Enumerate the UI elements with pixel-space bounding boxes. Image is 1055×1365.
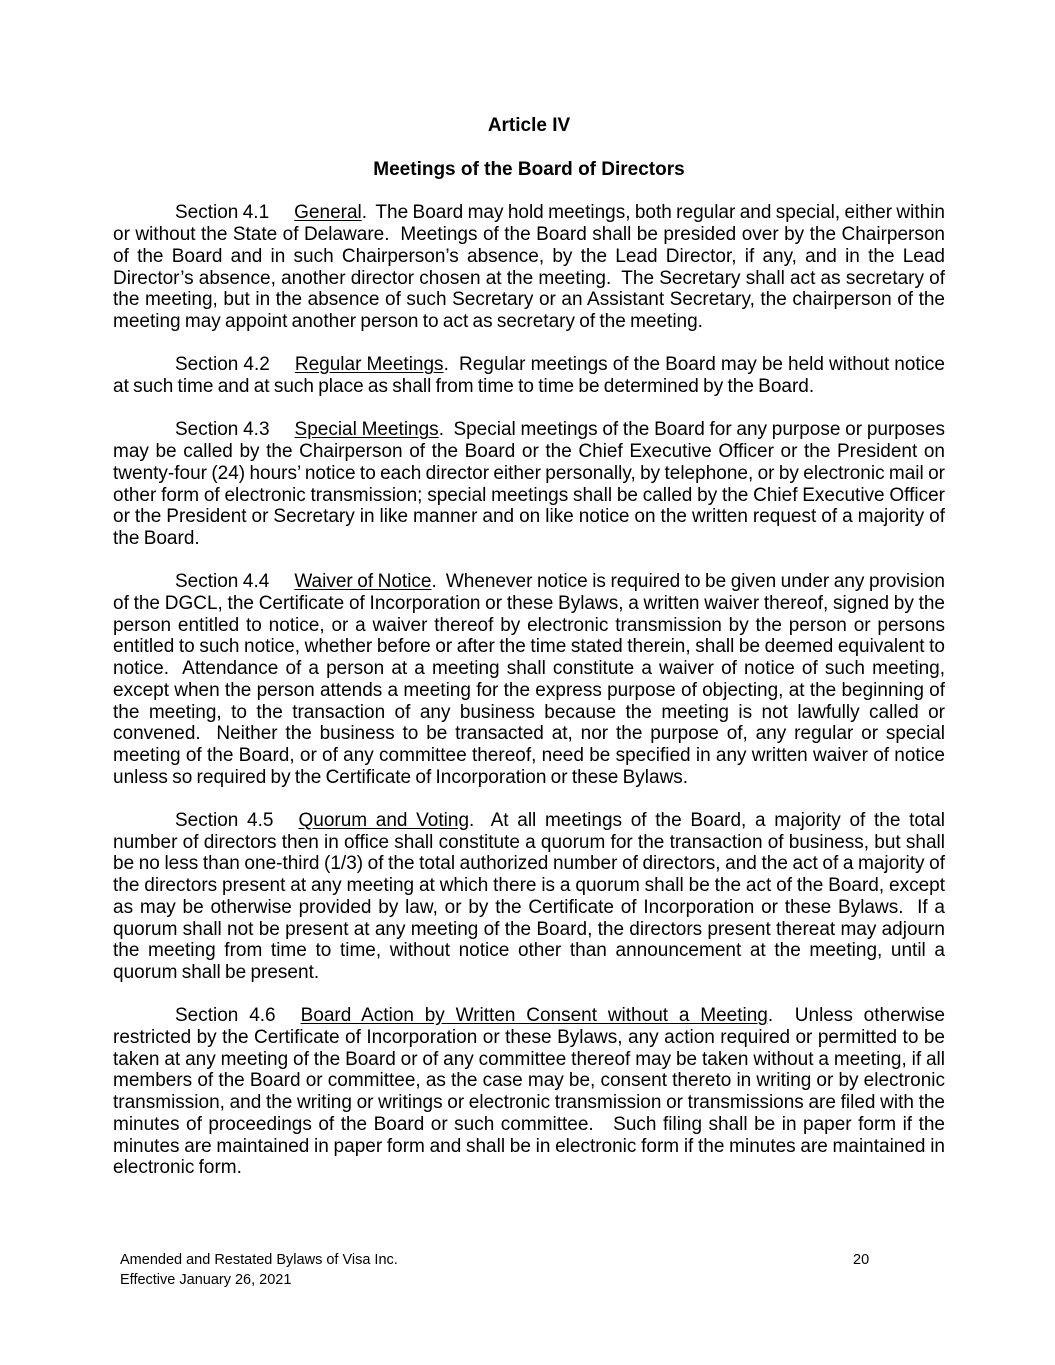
section-4-4-body: . Whenever notice is required to be given under any provision of the DGCL, the Certificate of Incorporation or these Bylaws, a written waiver thereof, signed by the person entitled to notice, or a waiver thereof by electronic transmission by the person or persons entitled to such notice, whether before or after the time stated therein, shall be deemed equivalent to notice. Attendance of a person at a meeting shall constitute a waiver of notice of such meeting, except when the person attends a meeting for the express purpose of objecting, at the beginning of the meeting, to the transaction of any business because the meeting is not lawfully called or convened. Neither the business to be transacted at, nor the purpose of, any regular or special meeting of the Board, or of any committee thereof, need be specified in any written waiver of notice unless so required by the Certificate of Incorporation or these Bylaws. [113, 571, 950, 788]
section-4-2-heading: Regular Meetings [294, 354, 444, 376]
section-4-1-paragraph [113, 202, 950, 332]
section-4-3-heading: Special Meetings [294, 419, 439, 441]
section-4-1-body: . The Board may hold meetings, both regular and special, either within or without the State of Delaware. Meetings of the Board shall be presided over by the Chairperson of the Board and in such Chairperson’s absence, by the Lead Director, if any, and in the Lead Director’s absence, another director chosen at the meeting. The Secretary shall act as secretary of the meeting, but in the absence of such Secretary or an Assistant Secretary, the chairperson of the meeting may appoint another person to act as secretary of the meeting. [113, 202, 950, 332]
section-4-6-body: . Unless otherwise restricted by the Certificate of Incorporation or these Bylaws, any action required or permitted to be taken at any meeting of the Board or of any committee thereof may be taken without a meeting, if all members of the Board or committee, as the case may be, consent thereto in writing or by electronic transmission, and the writing or writings or electronic transmission or transmissions are filed with the minutes of proceedings of the Board or such committee. Such filing shall be in paper form if the minutes are maintained in paper form and shall be in electronic form if the minutes are maintained in electronic form. [113, 1005, 950, 1179]
section-4-2-body: . Regular meetings of the Board may be held without notice at such time and at such place as shall from time to time be determined by the Board. [113, 354, 950, 397]
section-4-5-heading: Quorum and Voting [298, 810, 470, 832]
footer-effective-date: Effective January 26, 2021 [120, 1271, 292, 1288]
section-4-2-label: Section 4.2 [175, 354, 270, 376]
article-title: Article IV [487, 115, 571, 136]
document-content [113, 115, 950, 1179]
page-footer [120, 1251, 398, 1290]
footer-document-title: Amended and Restated Bylaws of Visa Inc. [120, 1252, 398, 1268]
section-4-3-label: Section 4.3 [175, 419, 270, 441]
section-4-3-body: . Special meetings of the Board for any purpose or purposes may be called by the Chairperson of the Board or the Chief Executive Officer or the President on twenty-four (24) hours’ notice to each director either personally, by telephone, or by electronic mail or other form of electronic transmission; special meetings shall be called by the Chief Executive Officer or the President or Secretary in like manner and on like notice on the written request of a majority of the Board. [113, 419, 950, 549]
section-4-5-paragraph [113, 810, 950, 984]
section-4-6-heading: Board Action by Written Consent without a Meeting [300, 1005, 768, 1027]
section-4-5-body: . At all meetings of the Board, a majority of the total number of directors then in office shall constitute a quorum for the transaction of business, but shall be no less than one-third (1/3) of the total authorized number of directors, and the act of a majority of the directors present at any meeting at which there is a quorum shall be the act of the Board, except as may be otherwise provided by law, or by the Certificate of Incorporation or these Bylaws. If a quorum shall not be present at any meeting of the Board, the directors present thereat may adjourn the meeting from time to time, without notice other than announcement at the meeting, until a quorum shall be present. [113, 810, 950, 983]
page-number: 20 [853, 1252, 870, 1268]
section-4-4-paragraph [113, 571, 950, 788]
section-4-5-label: Section 4.5 [175, 810, 274, 832]
section-4-2-paragraph [113, 354, 950, 397]
section-4-1-heading: General [294, 202, 362, 224]
section-4-6-label: Section 4.6 [175, 1005, 276, 1027]
section-4-3-paragraph [113, 419, 950, 549]
section-4-1-label: Section 4.1 [175, 202, 270, 224]
section-4-4-heading: Waiver of Notice [294, 571, 432, 593]
article-subtitle: Meetings of the Board of Directors [373, 159, 685, 180]
section-4-6-paragraph [113, 1005, 950, 1179]
section-4-4-label: Section 4.4 [175, 571, 270, 593]
